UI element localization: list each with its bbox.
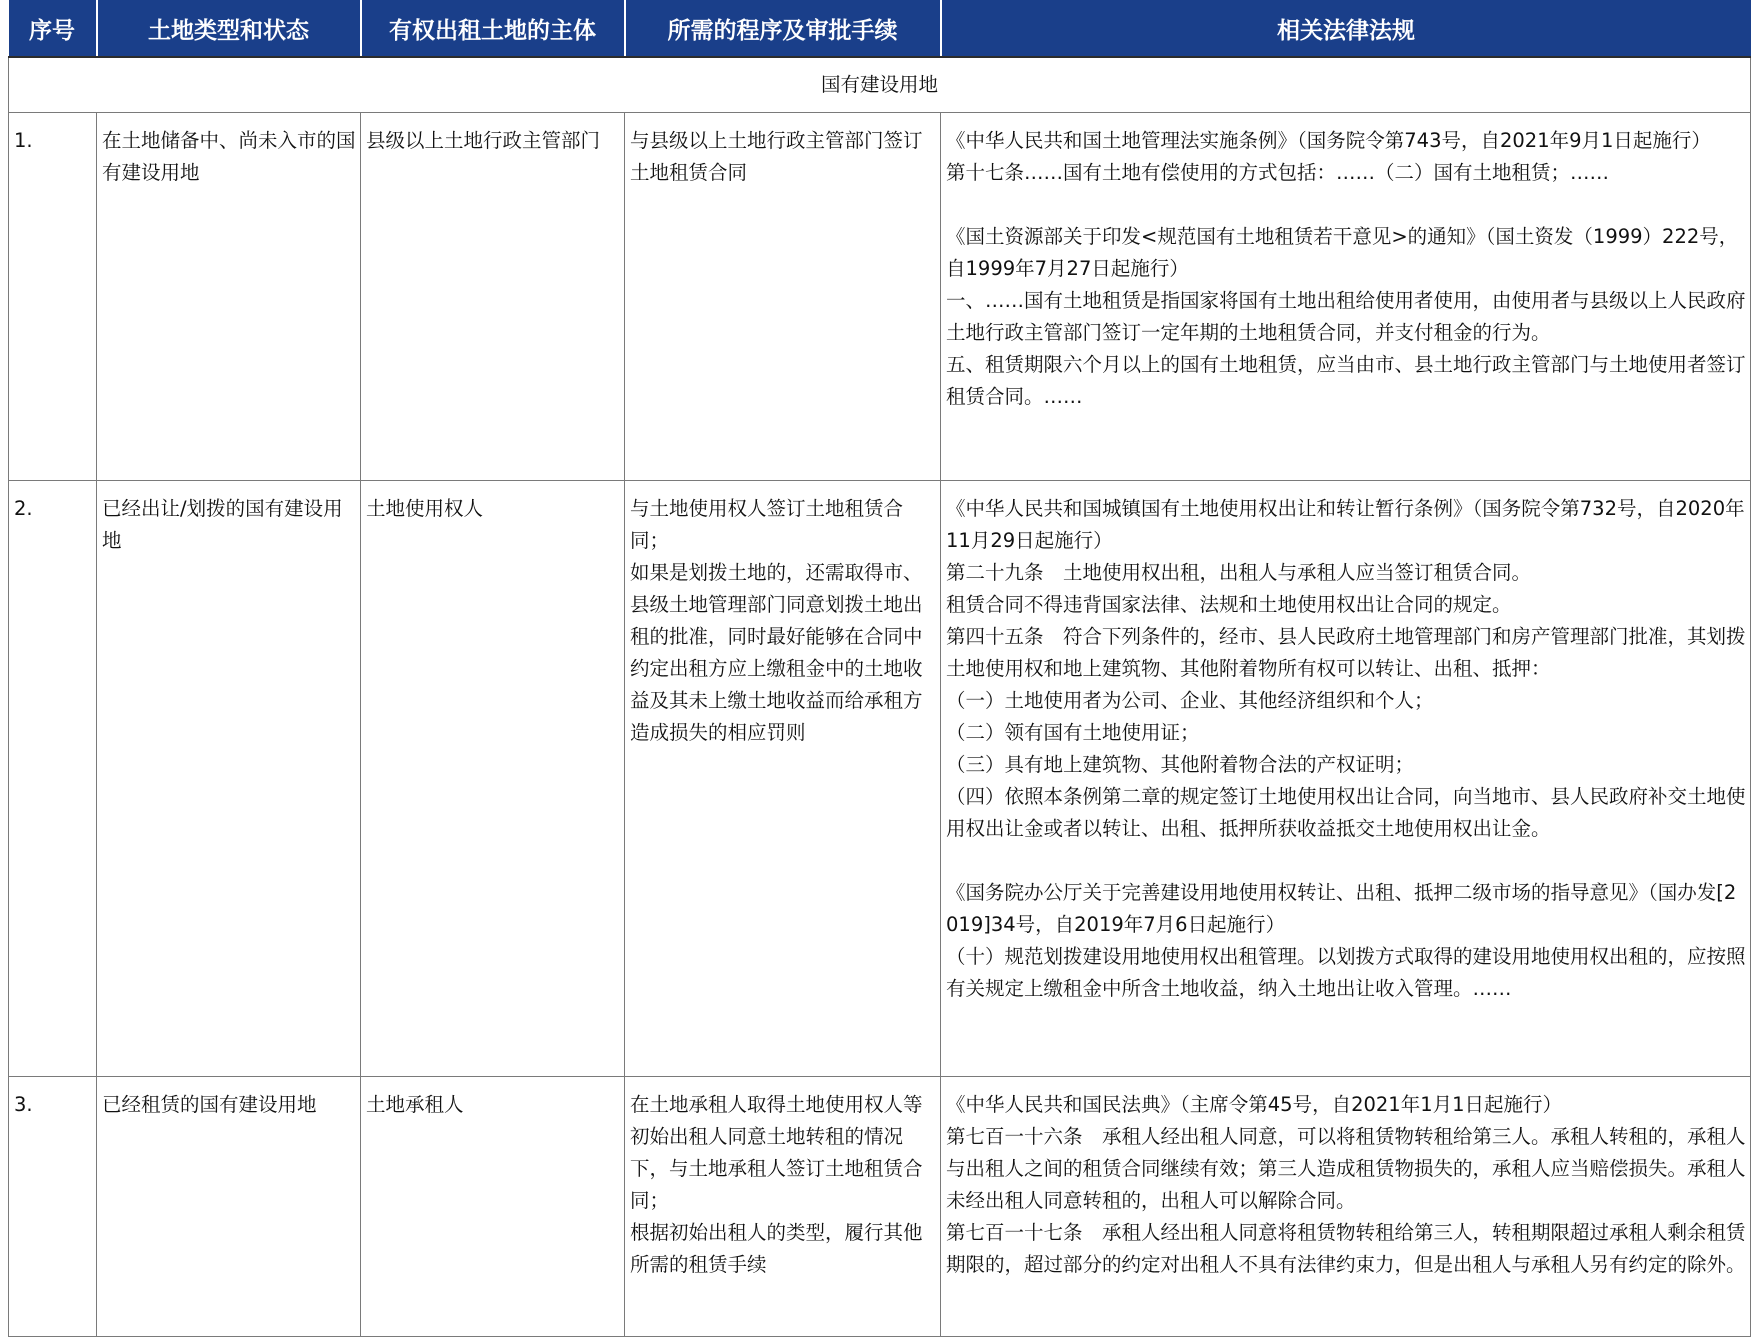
table-row: [9, 113, 1751, 481]
laws-cell: [941, 1077, 1751, 1337]
law-paragraph: 《中华人民共和国民法典》（主席令第45号，自2021年1月1日起施行）: [946, 1093, 1563, 1116]
table-row: [9, 1077, 1751, 1337]
law-paragraph: 《国务院办公厅关于完善建设用地使用权转让、出租、抵押二级市场的指导意见》（国办发[2019]34号，自2019年7月6日起施行）: [946, 881, 1737, 936]
header-procedure: 所需的程序及审批手续: [625, 0, 941, 57]
procedure-paragraph: 与土地使用权人签订土地租赁合同；: [630, 497, 904, 552]
law-paragraph: （一）土地使用者为公司、企业、其他经济组织和个人；: [946, 689, 1434, 712]
law-paragraph: 第七百一十七条 承租人经出租人同意将租赁物转租给第三人，转租期限超过承租人剩余租赁期限的，超过部分的约定对出租人不具有法律约束力，但是出租人与承租人另有约定的除外。: [946, 1221, 1746, 1276]
procedure-cell: [625, 113, 941, 481]
subject-cell: 土地承租人: [361, 1077, 625, 1337]
law-paragraph: 五、租赁期限六个月以上的国有土地租赁，应当由市、县土地行政主管部门与土地使用者签订租赁合同。……: [946, 353, 1746, 408]
law-paragraph: 第十七条……国有土地有偿使用的方式包括：……（二）国有土地租赁；……: [946, 161, 1610, 184]
land-lease-table: [8, 0, 1751, 1337]
laws-cell: [941, 113, 1751, 481]
row-number: 2.: [9, 481, 97, 1077]
header-subject: 有权出租土地的主体: [361, 0, 625, 57]
law-paragraph: 第七百一十六条 承租人经出租人同意，可以将租赁物转租给第三人。承租人转租的，承租人与出租人之间的租赁合同继续有效；第三人造成租赁物损失的，承租人应当赔偿损失。承租人未经出租人同意转租的，出租人可以解除合同。: [946, 1125, 1746, 1212]
header-row: [9, 0, 1751, 57]
law-paragraph: 《国土资源部关于印发<规范国有土地租赁若干意见>的通知》（国土资发（1999）222号，自1999年7月27日起施行）: [946, 225, 1739, 280]
section-title: 国有建设用地: [9, 57, 1751, 113]
procedure-cell: [625, 1077, 941, 1337]
procedure-cell: [625, 481, 941, 1077]
law-paragraph: 一、……国有土地租赁是指国家将国有土地出租给使用者使用，由使用者与县级以上人民政府土地行政主管部门签订一定年期的土地租赁合同，并支付租金的行为。: [946, 289, 1746, 344]
header-laws: 相关法律法规: [941, 0, 1751, 57]
law-paragraph: （三）具有地上建筑物、其他附着物合法的产权证明；: [946, 753, 1415, 776]
row-number: 3.: [9, 1077, 97, 1337]
land-type-cell: 在土地储备中、尚未入市的国有建设用地: [97, 113, 361, 481]
law-paragraph: 第二十九条 土地使用权出租，出租人与承租人应当签订租赁合同。: [946, 561, 1532, 584]
law-paragraph: （四）依照本条例第二章的规定签订土地使用权出让合同，向当地市、县人民政府补交土地使用权出让金或者以转让、出租、抵押所获收益抵交土地使用权出让金。: [946, 785, 1746, 840]
law-paragraph: 租赁合同不得违背国家法律、法规和土地使用权出让合同的规定。: [946, 593, 1512, 616]
row-number: 1.: [9, 113, 97, 481]
procedure-paragraph: 根据初始出租人的类型，履行其他所需的租赁手续: [630, 1221, 923, 1276]
table-row: [9, 481, 1751, 1077]
land-type-cell: 已经租赁的国有建设用地: [97, 1077, 361, 1337]
procedure-paragraph: 如果是划拨土地的，还需取得市、县级土地管理部门同意划拨土地出租的批准，同时最好能够在合同中约定出租方应上缴租金中的土地收益及其未上缴土地收益而给承租方造成损失的相应罚则: [630, 561, 923, 744]
law-paragraph: （十）规范划拨建设用地使用权出租管理。以划拨方式取得的建设用地使用权出租的，应按照有关规定上缴租金中所含土地收益，纳入土地出让收入管理。……: [946, 945, 1746, 1000]
section-row: [9, 57, 1751, 113]
paragraph-gap: [946, 189, 1746, 221]
header-no: 序号: [9, 0, 97, 57]
law-paragraph: （二）领有国有土地使用证；: [946, 721, 1200, 744]
header-land-type: 土地类型和状态: [97, 0, 361, 57]
subject-cell: 土地使用权人: [361, 481, 625, 1077]
laws-cell: [941, 481, 1751, 1077]
law-paragraph: 《中华人民共和国城镇国有土地使用权出让和转让暂行条例》（国务院令第732号，自2020年11月29日起施行）: [946, 497, 1745, 552]
paragraph-gap: [946, 845, 1746, 877]
subject-cell: 县级以上土地行政主管部门: [361, 113, 625, 481]
law-paragraph: 第四十五条 符合下列条件的，经市、县人民政府土地管理部门和房产管理部门批准，其划拨土地使用权和地上建筑物、其他附着物所有权可以转让、出租、抵押：: [946, 625, 1746, 680]
land-type-cell: 已经出让/划拨的国有建设用地: [97, 481, 361, 1077]
procedure-paragraph: 与县级以上土地行政主管部门签订土地租赁合同: [630, 129, 923, 184]
law-paragraph: 《中华人民共和国土地管理法实施条例》（国务院令第743号，自2021年9月1日起施行）: [946, 129, 1711, 152]
procedure-paragraph: 在土地承租人取得土地使用权人等初始出租人同意土地转租的情况下，与土地承租人签订土地租赁合同；: [630, 1093, 923, 1212]
